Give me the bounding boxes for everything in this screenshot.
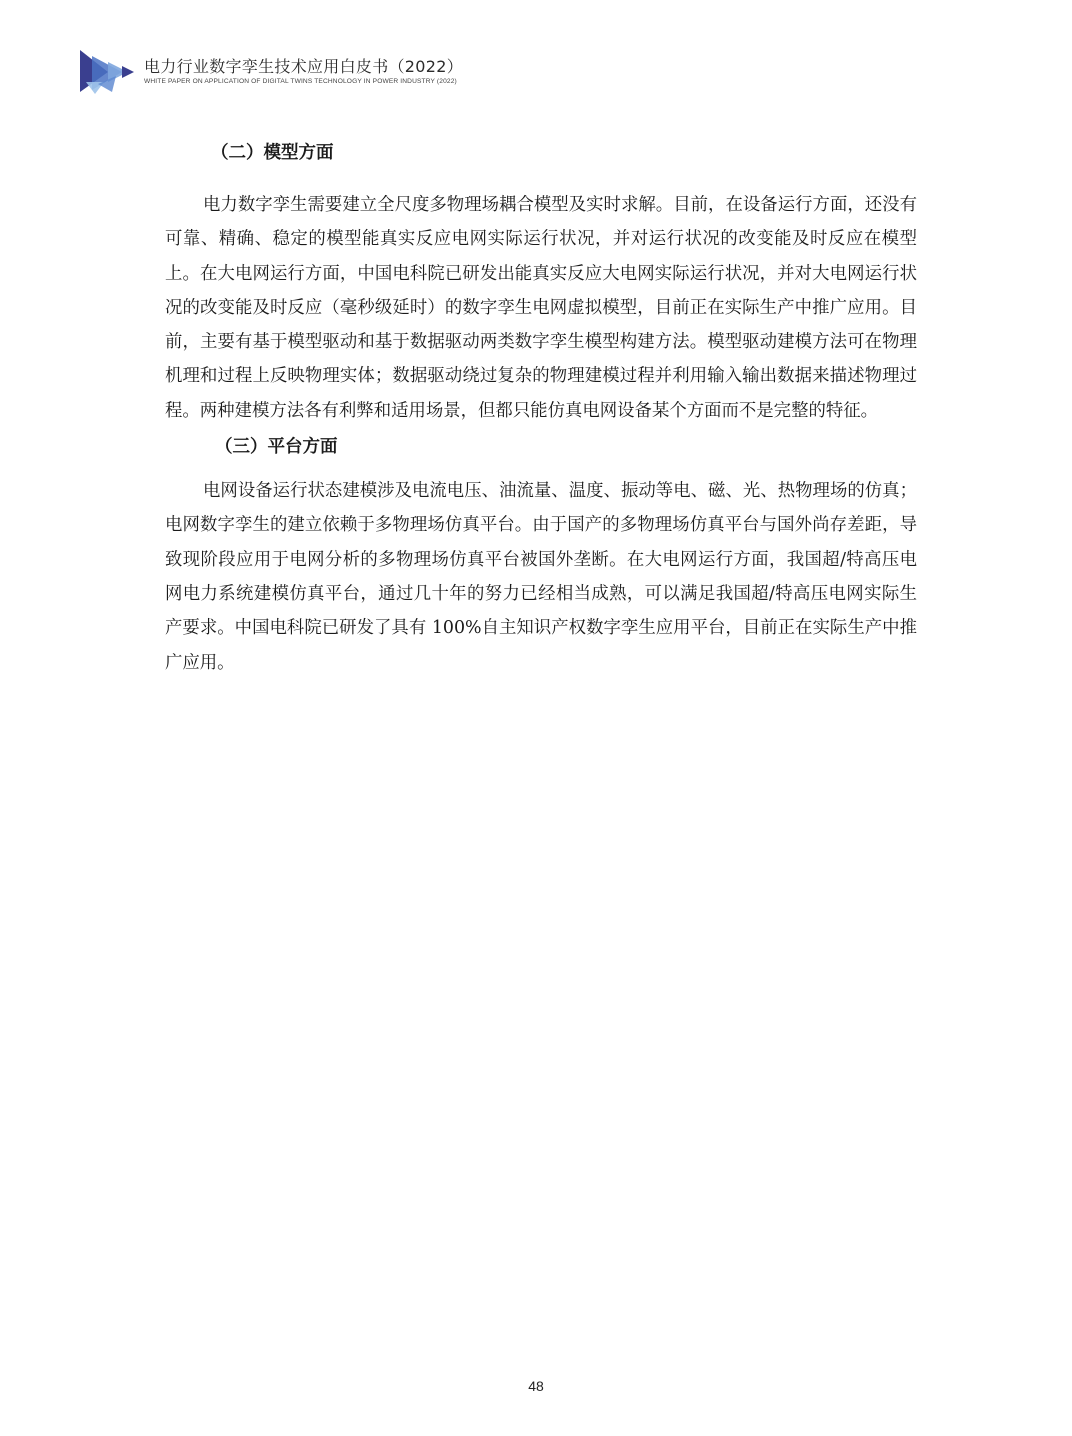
section-paragraph: 电网设备运行状态建模涉及电流电压、油流量、温度、振动等电、磁、光、热物理场的仿真；电网数字孪生的建立依赖于多物理场仿真平台。由于国产的多物理场仿真平台与国外尚存差距，导致现阶段应用于电网分析的多物理场仿真平台被国外垄断。在大电网运行方面，我国超/特高压电网电力系统建模仿真平台，通过几十年的努力已经相当成熟，可以满足我国超/特高压电网实际生产要求。中国电科院已研发了具有 100%自主知识产权数字孪生应用平台，目前正在实际生产中推广应用。 — [165, 481, 917, 673]
section-heading: （三）平台方面 — [215, 437, 338, 458]
page-header — [78, 44, 578, 100]
section-paragraph: 电力数字孪生需要建立全尺度多物理场耦合模型及实时求解。目前，在设备运行方面，还没有可靠、精确、稳定的模型能真实反应电网实际运行状况，并对运行状况的改变能及时反应在模型上。在大电网运行方面，中国电科院已研发出能真实反应大电网实际运行状况，并对大电网运行状况的改变能及时反应（毫秒级延时）的数字孪生电网虚拟模型，目前正在实际生产中推广应用。目前，主要有基于模型驱动和基于数据驱动两类数字孪生模型构建方法。模型驱动建模方法可在物理机理和过程上反映物理实体；数据驱动绕过复杂的物理建模过程并利用输入输出数据来描述物理过程。两种建模方法各有利弊和适用场景，但都只能仿真电网设备某个方面而不是完整的特征。 — [165, 195, 917, 421]
header-title: 电力行业数字孪生技术应用白皮书（2022） — [144, 57, 464, 76]
header-subtitle: WHITE PAPER ON APPLICATION OF DIGITAL TWINS TECHNOLOGY IN POWER INDUSTRY (2022) — [144, 78, 457, 85]
section-heading: （二）模型方面 — [211, 143, 334, 163]
white-paper-logo-icon — [78, 46, 136, 96]
document-body — [165, 138, 917, 680]
page-number: 48 — [528, 1378, 544, 1394]
